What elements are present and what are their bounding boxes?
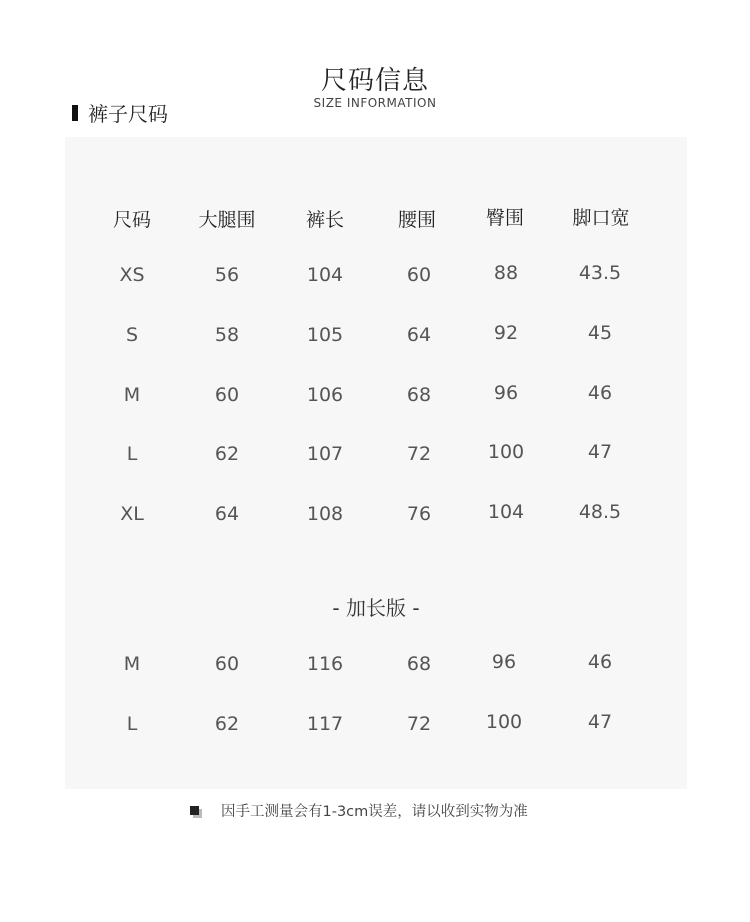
cell-length: 104	[306, 264, 344, 286]
cell-hip: 100	[485, 711, 523, 733]
note-text: 因手工测量会有1-3cm误差，请以收到实物为准	[221, 804, 528, 820]
long-version-label: - 加长版 -	[332, 596, 420, 620]
page-subtitle: SIZE INFORMATION	[313, 96, 437, 110]
cell-thigh: 64	[214, 503, 240, 525]
cell-waist: 72	[406, 713, 432, 735]
cell-hem: 46	[587, 651, 613, 673]
cell-size: L	[126, 713, 138, 735]
cell-hip: 92	[493, 322, 519, 344]
cell-hem: 47	[587, 441, 613, 463]
cell-size: M	[123, 653, 141, 675]
cell-hip: 96	[493, 382, 519, 404]
cell-size: S	[125, 324, 139, 346]
cell-hip: 88	[493, 262, 519, 284]
cell-waist: 64	[406, 324, 432, 346]
cell-thigh: 62	[214, 713, 240, 735]
section-heading	[72, 98, 168, 127]
cell-hip: 100	[487, 441, 525, 463]
cell-thigh: 60	[214, 384, 240, 406]
header-thigh: 大腿围	[198, 209, 256, 231]
cell-waist: 72	[406, 443, 432, 465]
header-length: 裤长	[305, 209, 344, 231]
header-hip: 臀围	[485, 207, 524, 229]
cell-length: 116	[306, 653, 344, 675]
cell-length: 105	[306, 324, 344, 346]
cell-hip: 104	[487, 501, 525, 523]
cell-hem: 46	[587, 382, 613, 404]
cell-length: 117	[306, 713, 344, 735]
cell-hem: 47	[587, 711, 613, 733]
header-hem: 脚口宽	[572, 207, 630, 229]
section-title: 裤子尺码	[88, 102, 168, 126]
cell-hem: 48.5	[578, 501, 622, 523]
cell-size: XS	[119, 264, 145, 286]
cell-length: 108	[306, 503, 344, 525]
cell-thigh: 60	[214, 653, 240, 675]
header-size: 尺码	[112, 209, 151, 231]
section-marker-icon	[72, 105, 78, 121]
cell-size: L	[126, 443, 138, 465]
cell-size: XL	[120, 503, 144, 525]
cell-hem: 43.5	[578, 262, 622, 284]
measurement-note	[190, 800, 528, 821]
cell-thigh: 58	[214, 324, 240, 346]
cell-waist: 68	[406, 384, 432, 406]
header-waist: 腰围	[397, 209, 436, 231]
cell-hem: 45	[587, 322, 613, 344]
cell-length: 107	[306, 443, 344, 465]
cell-waist: 60	[406, 264, 432, 286]
cell-length: 106	[306, 384, 344, 406]
page-title: 尺码信息	[320, 66, 429, 96]
cell-thigh: 62	[214, 443, 240, 465]
cell-hip: 96	[491, 651, 517, 673]
cell-thigh: 56	[214, 264, 240, 286]
size-table-panel	[65, 137, 687, 789]
cell-size: M	[123, 384, 141, 406]
cell-waist: 68	[406, 653, 432, 675]
cell-waist: 76	[406, 503, 432, 525]
bullet-icon	[190, 806, 199, 815]
